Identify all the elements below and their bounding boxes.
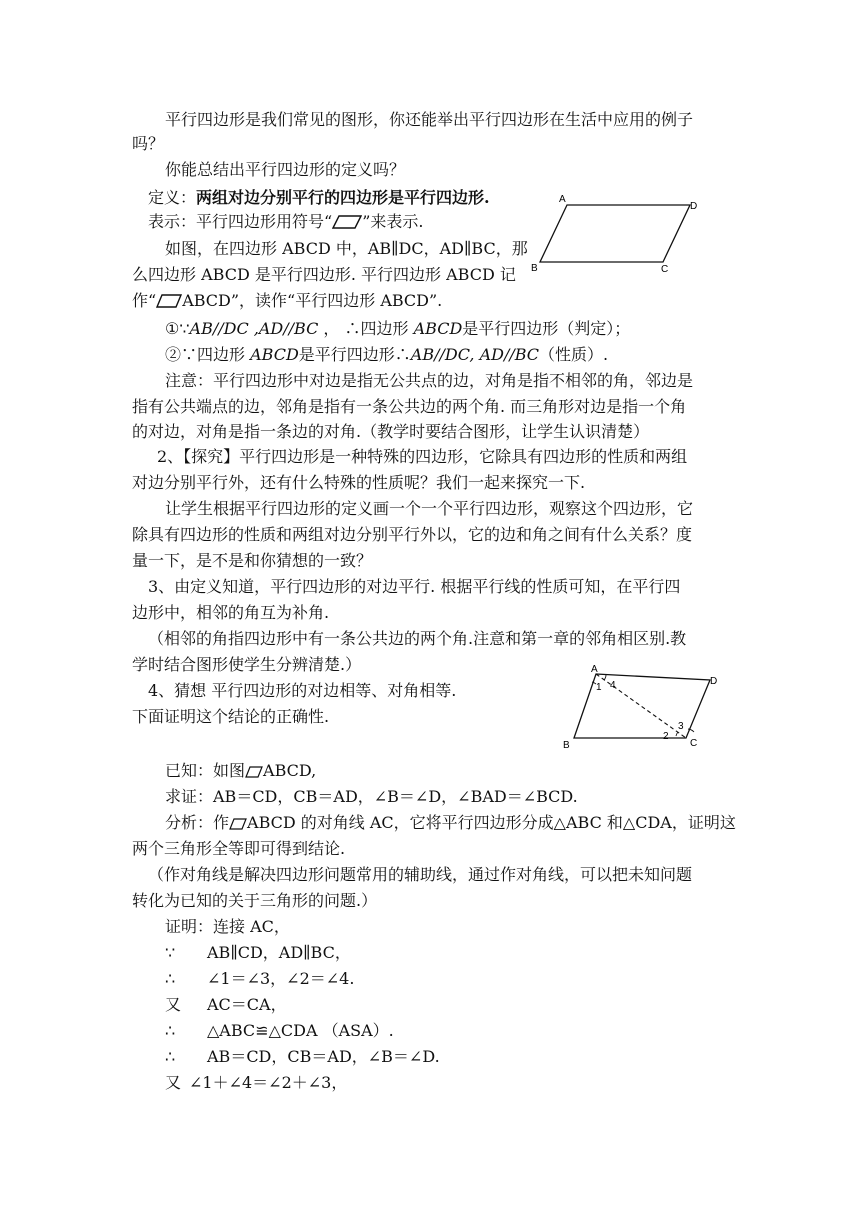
angle-mark-4 xyxy=(604,675,606,680)
analysis-line-1: 分析：作 ABCD 的对角线 AC，它将平行四边形分成△ABC 和△CDA，证明这 xyxy=(165,813,736,832)
vertex-label-b: B xyxy=(563,740,570,751)
parallelogram-abcd xyxy=(540,205,690,262)
parallelogram-abcd-2 xyxy=(574,674,710,738)
representation xyxy=(148,211,423,233)
note-line-1: 注意：平行四边形中对边是指无公共点的边，对角是指不相邻的角，邻边是 xyxy=(165,371,694,390)
item3-note-line-1: （相邻的角指四边形中有一条公共边的两个角.注意和第一章的邻角相区别.教 xyxy=(148,629,687,648)
parallelogram-symbol-icon xyxy=(245,766,263,778)
proof-step: 又 AC＝CA， xyxy=(165,995,287,1014)
angle-label-1: 1 xyxy=(596,682,602,693)
auxiliary-line-1: （作对角线是解决四边形问题常用的辅助线，通过作对角线，可以把未知问题 xyxy=(148,865,693,884)
item3-line-2: 边形中，相邻的角互为补角. xyxy=(132,603,330,622)
explore-detail-line-3: 量一下，是不是和你猜想的一致？ xyxy=(132,551,373,570)
parallelogram-symbol-icon xyxy=(156,294,182,308)
angle-mark-2 xyxy=(676,732,678,736)
conjecture-line-2: 下面证明这个结论的正确性. xyxy=(132,707,330,726)
proof-step: ∴ ∠1＝∠3，∠2＝∠4. xyxy=(165,969,355,988)
definition xyxy=(148,187,490,209)
intro-line-2: 吗？ xyxy=(132,134,165,153)
statement-judgement: ①∵AB//DC ,AD//BC ， ∴四边形 ABCD是平行四边形（判定）； xyxy=(165,319,631,338)
representation-text-a: 表示：平行四边形用符号“ xyxy=(148,212,333,231)
analysis-line-2: 两个三角形全等即可得到结论. xyxy=(132,839,346,858)
proof-step: 证明：连接 AC， xyxy=(165,917,290,936)
vertex-label-b: B xyxy=(531,263,538,274)
statement-property: ②∵四边形 ABCD是平行四边形∴AB//DC, AD//BC（性质）. xyxy=(165,345,609,364)
example-line-3: 作“ ABCD”，读作“平行四边形 ABCD”. xyxy=(132,291,443,310)
vertex-label-d: D xyxy=(690,201,698,212)
definition-text: 两组对边分别平行的四边形是平行四边形. xyxy=(196,188,490,207)
angle-label-4: 4 xyxy=(610,680,616,691)
note-line-3: 的对边，对角是指一条边的对角.（教学时要结合图形，让学生认识清楚） xyxy=(132,422,650,441)
parallelogram-figure-1 xyxy=(530,192,710,282)
vertex-label-a: A xyxy=(591,664,598,675)
parallelogram-figure-2 xyxy=(560,662,720,750)
item3-line-1: 3、由定义知道，平行四边形的对边平行. 根据平行线的性质可知，在平行四 xyxy=(148,577,681,596)
example-line-2: 么四边形 ABCD 是平行四边形. 平行四边形 ABCD 记 xyxy=(132,265,516,284)
representation-text-b: ”来表示. xyxy=(362,212,424,231)
explore-line-2: 对边分别平行外，还有什么特殊的性质呢？我们一起来探究一下. xyxy=(132,473,586,492)
example-line-1: 如图，在四边形 ABCD 中，AB∥DC，AD∥BC，那 xyxy=(165,239,528,258)
vertex-label-c: C xyxy=(690,738,698,749)
vertex-label-c: C xyxy=(661,264,669,275)
parallelogram-symbol-icon xyxy=(332,215,362,229)
proof-step: ∵ AB∥CD，AD∥BC， xyxy=(165,943,351,962)
parallelogram-symbol-icon xyxy=(229,818,247,830)
definition-label: 定义： xyxy=(148,188,197,207)
proof-step: ∴ △ABC≌△CDA （ASA）. xyxy=(165,1021,394,1040)
note-line-2: 指有公共端点的边，邻角是指有一条公共边的两个角. 而三角形对边是指一个角 xyxy=(132,397,687,416)
explore-line-1: 2、【探究】平行四边形是一种特殊的四边形，它除具有四边形的性质和两组 xyxy=(157,447,688,466)
explore-detail-line-1: 让学生根据平行四边形的定义画一个一个平行四边形，观察这个四边形，它 xyxy=(165,499,694,518)
explore-detail-line-2: 除具有四边形的性质和两组对边分别平行外以，它的边和角之间有什么关系？度 xyxy=(132,525,693,544)
given: 已知：如图 ABCD, xyxy=(165,761,317,780)
vertex-label-d: D xyxy=(710,676,718,687)
auxiliary-line-2: 转化为已知的关于三角形的问题.） xyxy=(132,891,378,910)
vertex-label-a: A xyxy=(559,194,566,205)
to-prove: 求证：AB＝CD，CB＝AD，∠B＝∠D，∠BAD＝∠BCD. xyxy=(165,787,578,806)
proof-step: 又 ∠1＋∠4＝∠2＋∠3， xyxy=(165,1073,348,1092)
item3-note-line-2: 学时结合图形使学生分辨清楚.） xyxy=(132,655,362,674)
conjecture-line-1: 4、猜想 平行四边形的对边相等、对角相等. xyxy=(148,681,457,700)
proof-step: ∴ AB＝CD，CB＝AD，∠B＝∠D. xyxy=(165,1047,440,1066)
intro-line-1: 平行四边形是我们常见的图形，你还能举出平行四边形在生活中应用的例子 xyxy=(165,110,694,129)
question-definition: 你能总结出平行四边形的定义吗？ xyxy=(165,160,406,179)
angle-label-3: 3 xyxy=(678,721,684,732)
angle-label-2: 2 xyxy=(663,731,669,742)
